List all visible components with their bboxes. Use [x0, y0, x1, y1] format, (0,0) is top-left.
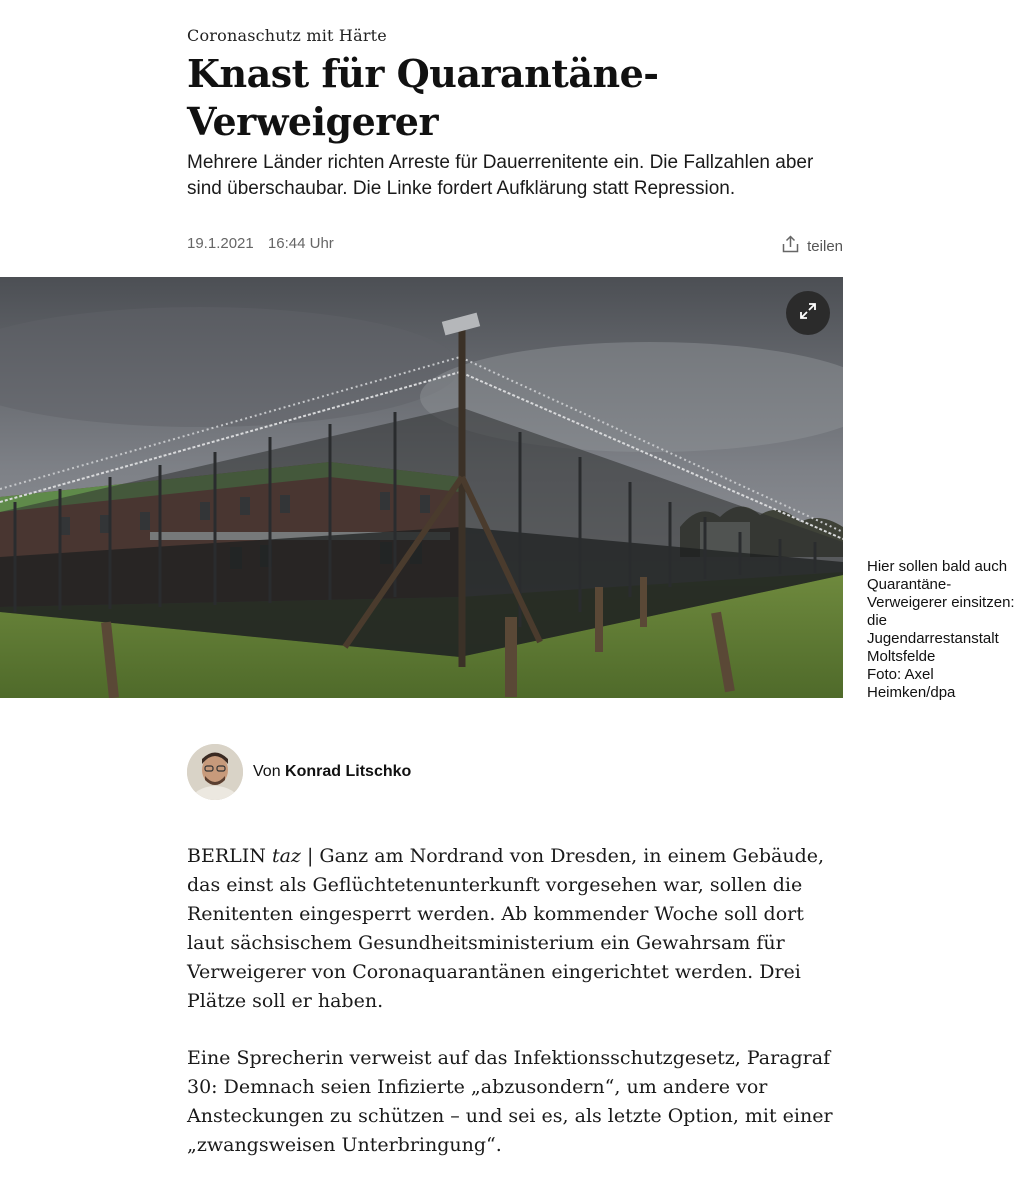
author-name[interactable]: Konrad Litschko	[285, 763, 412, 780]
photo-credit: Foto: Axel Heimken/dpa	[867, 666, 956, 701]
article-kicker: Coronaschutz mit Härte	[187, 26, 387, 45]
paragraph-1-text: Ganz am Nordrand von Dresden, in einem Gebäude, das einst als Geflüchtetenunterkunft vorgesehen war, sollen die Renitenten eingesperrt werden. Ab kommender Woche soll dort laut sächsischem Gesundheitsministerium ein Gewahrsam für Verweigerer von Coronaquarantänen eingerichtet werden. Drei Plätze soll er haben.	[187, 845, 825, 1012]
body-paragraph-2: Eine Sprecherin verweist auf das Infektionsschutzgesetz, Paragraf 30: Demnach seien Infizierte „abzusondern“, um andere vor Ansteckungen zu schützen – und sei es, als letzte Option, mit einer „zwangsweisen Unterbringung“.	[187, 1047, 833, 1156]
article-body	[187, 842, 847, 1188]
image-caption	[867, 558, 1017, 702]
dateline-source: taz	[271, 845, 301, 867]
article-lead: Mehrere Länder richten Arreste für Dauerrenitente ein. Die Fallzahlen aber sind überschaubar. Die Linke fordert Aufklärung statt Repression.	[187, 152, 814, 199]
author-prefix: Von	[253, 763, 281, 780]
dateline-place: BERLIN	[187, 845, 266, 867]
article-headline: Knast für Quarantäne-Verweigerer	[187, 51, 659, 144]
dateline-separator: |	[300, 845, 320, 867]
article-meta	[187, 235, 843, 255]
hero-image[interactable]	[0, 277, 843, 698]
dateline	[187, 845, 319, 867]
publish-time: 16:44 Uhr	[267, 235, 334, 252]
share-icon	[782, 235, 799, 257]
expand-icon	[798, 301, 818, 326]
author-byline[interactable]	[187, 744, 411, 800]
body-paragraph-1	[187, 842, 847, 1016]
expand-image-button[interactable]	[786, 291, 830, 335]
avatar[interactable]	[187, 744, 243, 800]
share-button[interactable]	[782, 235, 843, 257]
share-label: teilen	[807, 237, 843, 255]
publish-date: 19.1.2021	[187, 235, 254, 252]
author-text	[253, 763, 411, 781]
caption-text: Hier sollen bald auch Quarantäne-Verweigerer einsitzen: die Jugendarrestanstalt Moltsfelde	[867, 558, 1015, 665]
prison-fence-photo	[0, 277, 843, 698]
